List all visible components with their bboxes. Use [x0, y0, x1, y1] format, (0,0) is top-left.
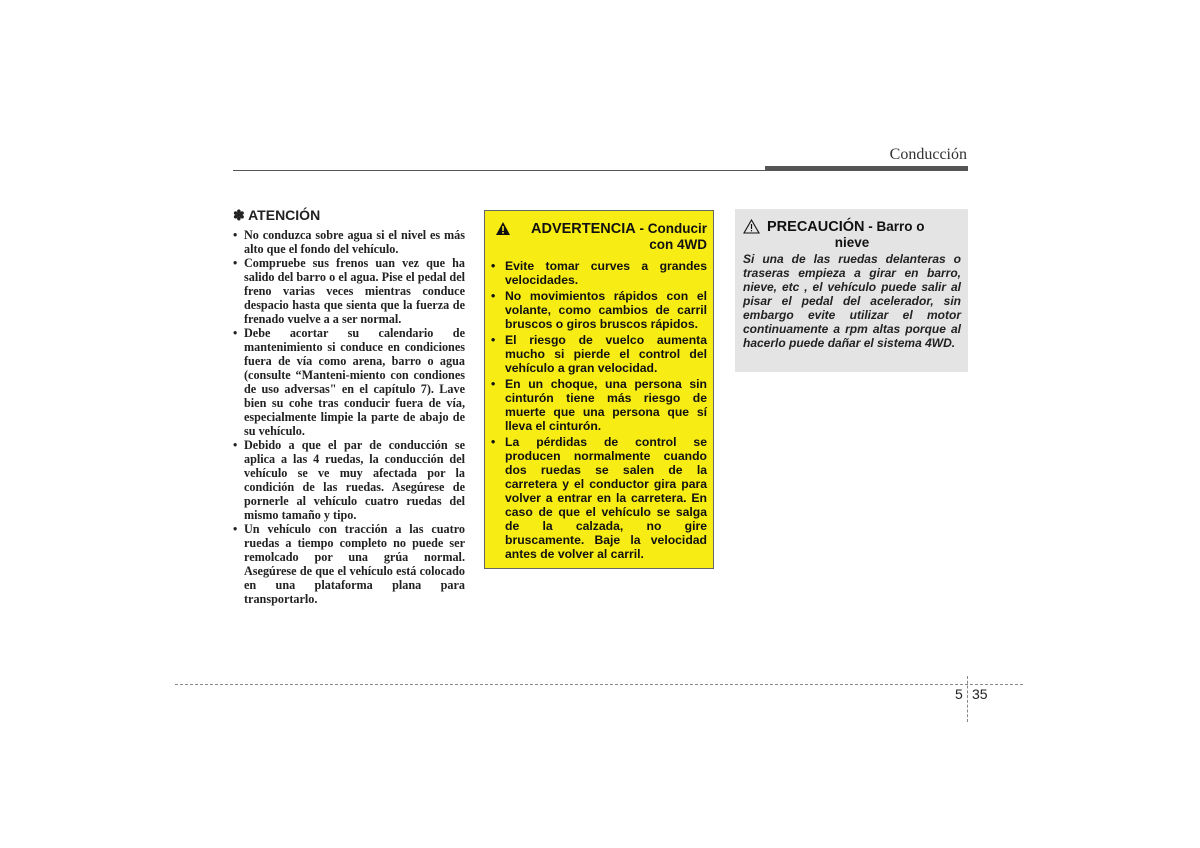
bullet: •: [233, 326, 238, 340]
bullet: •: [491, 333, 496, 347]
attention-item: • Compruebe sus frenos uan vez que ha salido del barro o el agua. Pise el pedal del freno varias veces mientras conduce despacio hasta que sienta que la fuerza de frenado vuelve a a ser normal.: [233, 256, 465, 326]
chapter-number: 5: [955, 686, 963, 702]
warning-heading: [491, 221, 707, 253]
attention-symbol: ✽: [233, 207, 245, 223]
caution-title: PRECAUCIÓN: [767, 219, 865, 235]
footer-divider: [967, 676, 968, 722]
caution-triangle-icon: [743, 219, 760, 237]
attention-list: [233, 228, 465, 606]
warning-box: [484, 210, 714, 569]
bullet: •: [491, 259, 496, 273]
attention-item: • Un vehículo con tracción a las cuatro ruedas a tiempo completo no puede ser remolcado por una grúa normal. Asegúrese de que el vehículo está colocado en una plataforma plana para transportarlo.: [233, 522, 465, 606]
bullet: •: [233, 438, 238, 452]
attention-item: • Debe acortar su calendario de mantenimiento si conduce en condiciones fuera de vía como arena, barro o agua (consulte “Manteni-miento con condiones de uso adversas" en el capítulo 7). Lave bien su cohe tras conducir fuera de vía, especialmente limpie la parte de abajo de su vehículo.: [233, 326, 465, 438]
warning-list: [491, 259, 707, 561]
caution-heading: [743, 219, 961, 250]
bullet: •: [233, 256, 238, 270]
page-number: 35: [972, 686, 988, 702]
warning-item: • Evite tomar curves a grandes velocidades.: [491, 259, 707, 287]
warning-item: • La pérdidas de control se producen normalmente cuando dos ruedas se salen de la carretera y el conductor gira para volver a entrar en la carretera. En caso de que el vehículo se salga de la calzada, no gire bruscamente. Baje la velocidad antes de volver al carril.: [491, 435, 707, 561]
caution-subtitle: - Barro o: [868, 219, 925, 234]
bullet: •: [233, 228, 238, 242]
header-rule-accent: [765, 166, 968, 171]
warning-item: • No movimientos rápidos con el volante, como cambios de carril bruscos o giros bruscos rápidos.: [491, 289, 707, 331]
attention-heading: [233, 206, 465, 224]
attention-item: • No conduzca sobre agua si el nivel es más alto que el fondo del vehículo.: [233, 228, 465, 256]
bullet: •: [233, 522, 238, 536]
warning-item: • En un choque, una persona sin cinturón tiene más riesgo de muerte que una persona que sí lleva el cinturón.: [491, 377, 707, 433]
warning-triangle-icon: [495, 221, 511, 240]
caution-subtitle-2: nieve: [834, 235, 870, 250]
warning-subtitle: - Conducir: [639, 221, 707, 236]
footer-rule: [175, 684, 1023, 685]
warning-title: ADVERTENCIA: [531, 221, 636, 237]
section-title: Conducción: [889, 146, 967, 163]
warning-subtitle-2: con 4WD: [649, 237, 707, 252]
bullet: •: [491, 377, 496, 391]
caution-body: Si una de las ruedas delanteras o traseras empieza a girar en barro, nieve, etc , el vehículo puede salir al pisar el pedal del acelerador, sin embargo evite utilizar el motor continuamente a rpm altas porque al hacerlo puede dañar el sistema 4WD.: [743, 252, 961, 350]
bullet: •: [491, 435, 496, 449]
warning-item: • El riesgo de vuelco aumenta mucho si pierde el control del vehículo a gran velocidad.: [491, 333, 707, 375]
bullet: •: [491, 289, 496, 303]
attention-section: [233, 206, 465, 606]
attention-title: ATENCIÓN: [248, 207, 321, 223]
attention-item: • Debido a que el par de conducción se aplica a las 4 ruedas, la conducción del vehículo se ve muy afectada por la condición de las ruedas. Asegúrese de pornerle al vehículo cuatro ruedas del mismo tamaño y tipo.: [233, 438, 465, 522]
caution-box: [735, 209, 968, 372]
